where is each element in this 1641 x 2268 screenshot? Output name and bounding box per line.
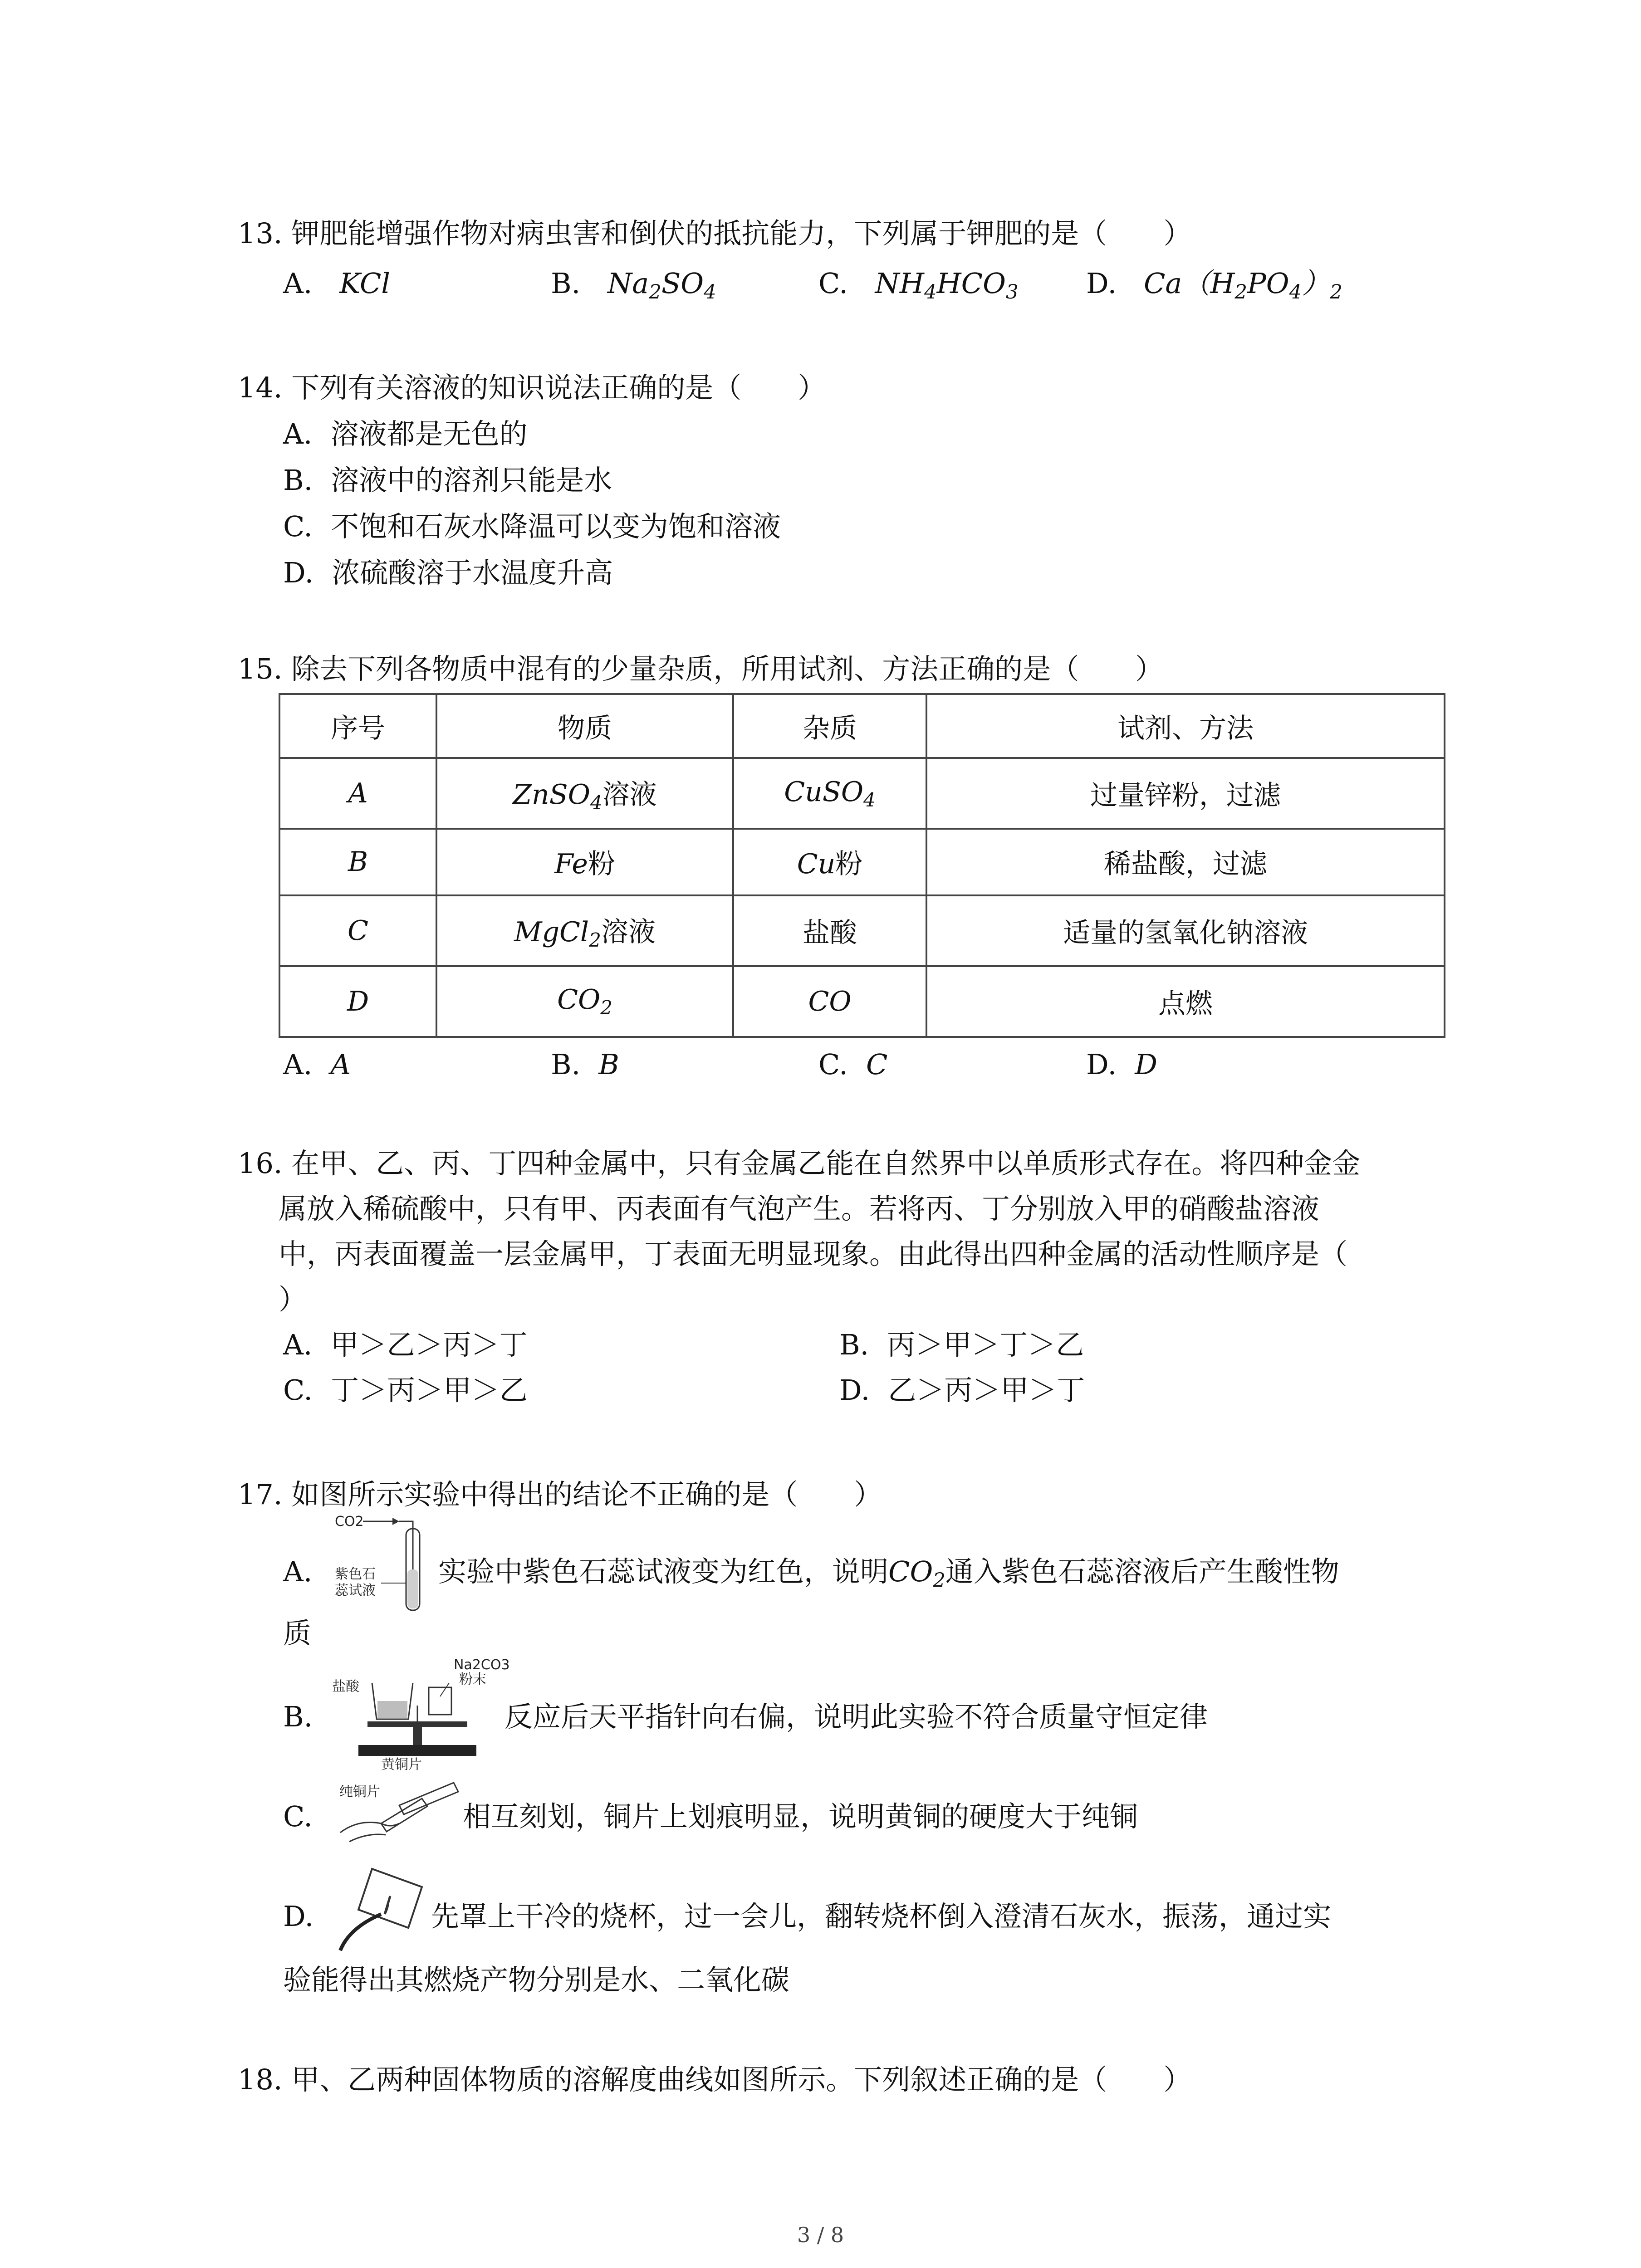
table-cell-substance: ZnSO$_4$溶液: [436, 758, 733, 829]
q17-option-b-letter: B.: [283, 1700, 313, 1733]
q17-option-a-letter: A.: [283, 1555, 313, 1588]
table-cell-impurity: CO: [733, 966, 926, 1037]
metal-scratch-figure: [331, 1755, 476, 1846]
q13-option-d: D. $Ca(H_2PO_4)_2$: [1086, 267, 1342, 304]
table-cell-id: D: [279, 966, 436, 1037]
page-number: 3 / 8: [797, 2223, 844, 2247]
q14-option-c: C. 不饱和石灰水降温可以变为饱和溶液: [283, 510, 781, 543]
q13-option-c: C. $NH_4HCO_3$: [818, 267, 1019, 304]
fig-label-copper: 纯铜片: [339, 1784, 380, 1800]
q15-option-c: C. C: [818, 1048, 888, 1081]
q16-option-a: A. 甲＞乙＞丙＞丁: [283, 1328, 528, 1361]
q15-option-d: D. D: [1086, 1048, 1157, 1081]
table-cell-impurity: CuSO$_4$: [733, 758, 926, 829]
fig-label-acid: 盐酸: [332, 1679, 359, 1695]
table-cell-id: A: [279, 758, 436, 829]
fig-label-litmus-2: 蕊试液: [335, 1583, 376, 1598]
q14-option-b: B. 溶液中的溶剂只能是水: [283, 464, 612, 497]
q17-stem: 17. 如图所示实验中得出的结论不正确的是（ ）: [238, 1478, 882, 1511]
fig-label-litmus-1: 紫色石: [335, 1566, 376, 1582]
table-cell-id: C: [279, 895, 436, 966]
q13-stem: 13. 钾肥能增强作物对病虫害和倒伏的抵抗能力，下列属于钾肥的是（ ）: [238, 217, 1192, 250]
q18-stem: 18. 甲、乙两种固体物质的溶解度曲线如图所示。下列叙述正确的是（ ）: [238, 2063, 1192, 2096]
q15-option-b: B. B: [551, 1048, 619, 1081]
q17-option-c-letter: C.: [283, 1800, 313, 1833]
table-cell-substance: $CO_2$: [436, 966, 733, 1037]
q17-option-c-text: 相互刻划，铜片上划痕明显，说明黄铜的硬度大于纯铜: [463, 1800, 1138, 1833]
table-cell-impurity: 盐酸: [733, 895, 926, 966]
candle-beaker-figure: [331, 1860, 436, 1960]
q16-option-b: B. 丙＞甲＞丁＞乙: [839, 1328, 1084, 1361]
fig-label-brass: 黄铜片: [381, 1757, 422, 1773]
table-row: [279, 758, 1445, 829]
q15-option-a: A. A: [283, 1048, 351, 1081]
table-cell-impurity: Cu粉: [733, 829, 926, 895]
table-cell-method: 适量的氢氧化钠溶液: [926, 895, 1445, 966]
table-header-cell: 试剂、方法: [926, 694, 1445, 758]
q15-stem: 15. 除去下列各物质中混有的少量杂质，所用试剂、方法正确的是（ ）: [238, 652, 1164, 685]
table-row: [279, 829, 1445, 895]
q17-option-a-cont: 质: [283, 1617, 312, 1650]
co2-litmus-test-tube-figure: [331, 1510, 431, 1615]
q17-option-a-text: 实验中紫色石蕊试液变为红色，说明$CO_2$通入紫色石蕊溶液后产生酸性物: [438, 1555, 1339, 1592]
q16-stem-line-1: 16. 在甲、乙、丙、丁四种金属中，只有金属乙能在自然界中以单质形式存在。将四种金金: [238, 1147, 1361, 1180]
q16-stem-line-2: 属放入稀硫酸中，只有甲、丙表面有气泡产生。若将丙、丁分别放入甲的硝酸盐溶液: [279, 1192, 1320, 1225]
table-row: [279, 895, 1445, 966]
table-cell-method: 点燃: [926, 966, 1445, 1037]
q16-stem-line-3: 中，丙表面覆盖一层金属甲，丁表面无明显现象。由此得出四种金属的活动性顺序是（: [279, 1237, 1348, 1271]
table-cell-id: B: [279, 829, 436, 895]
table-cell-substance: Fe粉: [436, 829, 733, 895]
q17-option-d-cont: 验能得出其燃烧产物分别是水、二氧化碳: [283, 1963, 790, 1996]
q16-option-d: D. 乙＞丙＞甲＞丁: [839, 1374, 1085, 1407]
q16-option-c: C. 丁＞丙＞甲＞乙: [283, 1374, 528, 1407]
q17-option-d-letter: D.: [283, 1900, 314, 1933]
fig-label-co2: CO2: [335, 1514, 364, 1530]
q14-option-a: A. 溶液都是无色的: [283, 417, 528, 450]
balance-experiment-figure: [331, 1656, 513, 1760]
table-row: [279, 966, 1445, 1037]
table-header-row: [279, 694, 1445, 758]
fig-label-na2co3: Na2CO3: [454, 1657, 510, 1673]
q17-option-b-text: 反应后天平指针向右偏，说明此实验不符合质量守恒定律: [505, 1700, 1208, 1733]
q17-option-d-text: 先罩上干冷的烧杯，过一会儿，翻转烧杯倒入澄清石灰水，振荡，通过实: [431, 1900, 1332, 1933]
table-cell-substance: MgCl$_2$溶液: [436, 895, 733, 966]
q13-option-b: B. $Na_2SO_4$: [551, 267, 716, 304]
q13-option-a: A. KCl: [283, 267, 391, 300]
q15-table: [279, 693, 1445, 1038]
q14-stem: 14. 下列有关溶液的知识说法正确的是（ ）: [238, 371, 826, 404]
q16-stem-line-4: ）: [279, 1283, 307, 1316]
q14-option-d: D. 浓硫酸溶于水温度升高: [283, 556, 613, 589]
table-header-cell: 杂质: [733, 694, 926, 758]
fig-label-powder: 粉末: [459, 1672, 486, 1687]
table-header-cell: 物质: [436, 694, 733, 758]
table-cell-method: 稀盐酸，过滤: [926, 829, 1445, 895]
table-header-cell: 序号: [279, 694, 436, 758]
table-cell-method: 过量锌粉，过滤: [926, 758, 1445, 829]
